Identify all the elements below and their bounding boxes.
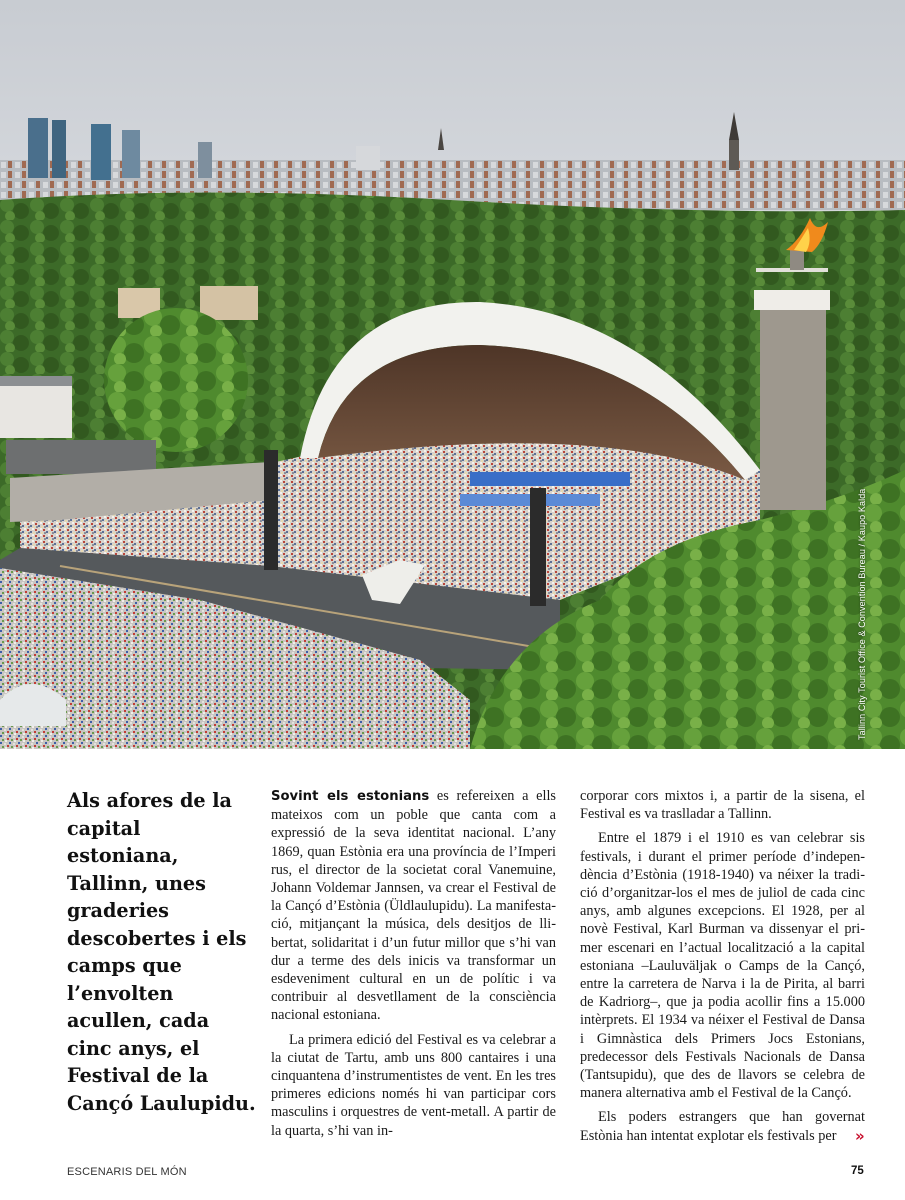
continue-arrow-icon: » — [855, 1127, 865, 1145]
column2-paragraph-3: Els poders estrangers que han governat Estònia han intentat explotar els festivals per — [580, 1109, 865, 1144]
photo-credit: Tallinn City Tourist Office & Convention Bureau / Kaupo Kalda — [857, 488, 867, 740]
column1-paragraph-2: La primera edició del Festival es va celebrar a la ciutat de Tartu, amb uns 800 cantaires i una cinquantena d’instrumentistes de vent. En les tres primeres edicions només hi van participar cors masculins i orquestres de vent-metall. A partir de la quarta, s’hi van in- — [271, 1031, 556, 1139]
column2-paragraph-1: corporar cors mixtos i, a partir de la sisena, el Festival es va traslladar a Tallinn. — [580, 788, 865, 823]
column2-paragraph-2: Entre el 1879 i el 1910 es van celebrar sis festivals, i durant el primer període d’independència d’Estònia (1918-1940) va néixer la tradició d’organitzar-los el mes de juliol de cada cinc anys, amb algunes excepcions. El 1928, per al novè Festival, Karl Burman va dissenyar el primer escenari en l’actual localització a la capital estoniana –Lauluväljak o Camps de la Cançó, entre la carretera de Narva i la de Pirita, al barri de Kadriorg–, que ja podia acollir fins a 15.000 intèrprets. El 1934 va néixer el Festival de Dansa i Gimnàstica dels Primers Jocs Estonians, predecessor dels Festivals Nacionals de Dansa (Tantsupidu), que des de llavors se celebra de manera alternativa amb el Festival de la Cançó. — [580, 830, 865, 1102]
column1-paragraph-1 — [271, 787, 556, 1025]
page-number: 75 — [851, 1165, 864, 1177]
footer-section-title: ESCENARIS DEL MÓN — [67, 1166, 187, 1178]
lead-in: Sovint els estonians — [271, 789, 430, 804]
body-column-1 — [271, 787, 556, 1140]
body-column-2 — [580, 787, 865, 1145]
column1-paragraph-1-text: es refereixen a ells mateixos com un poble que canta com a expressió de la seva identitat nacional. L’any 1869, quan Estònia era una província de l’Imperi rus, el director de la societat coral Vanemuine, Johann Voldemar Jannsen, va crear el Festival de la Cançó d’Estònia (Üldlaulupidu). La manifestació, mitjançant la música, dels desitjos de llibertat, solidaritat i d’un futur millor que s’hi van dur a terme des dels inicis va transformar un esdeveniment cultural en un de polític i va contribuir al desvetllament de la consciència nacional estoniana. — [271, 788, 556, 1024]
lede-text: Als afores de la capital estoniana, Tallinn, unes graderies descobertes i els camps que l’envolten acullen, cada cinc anys, el Festival de la Cançó Laulupidu. — [67, 789, 256, 1115]
